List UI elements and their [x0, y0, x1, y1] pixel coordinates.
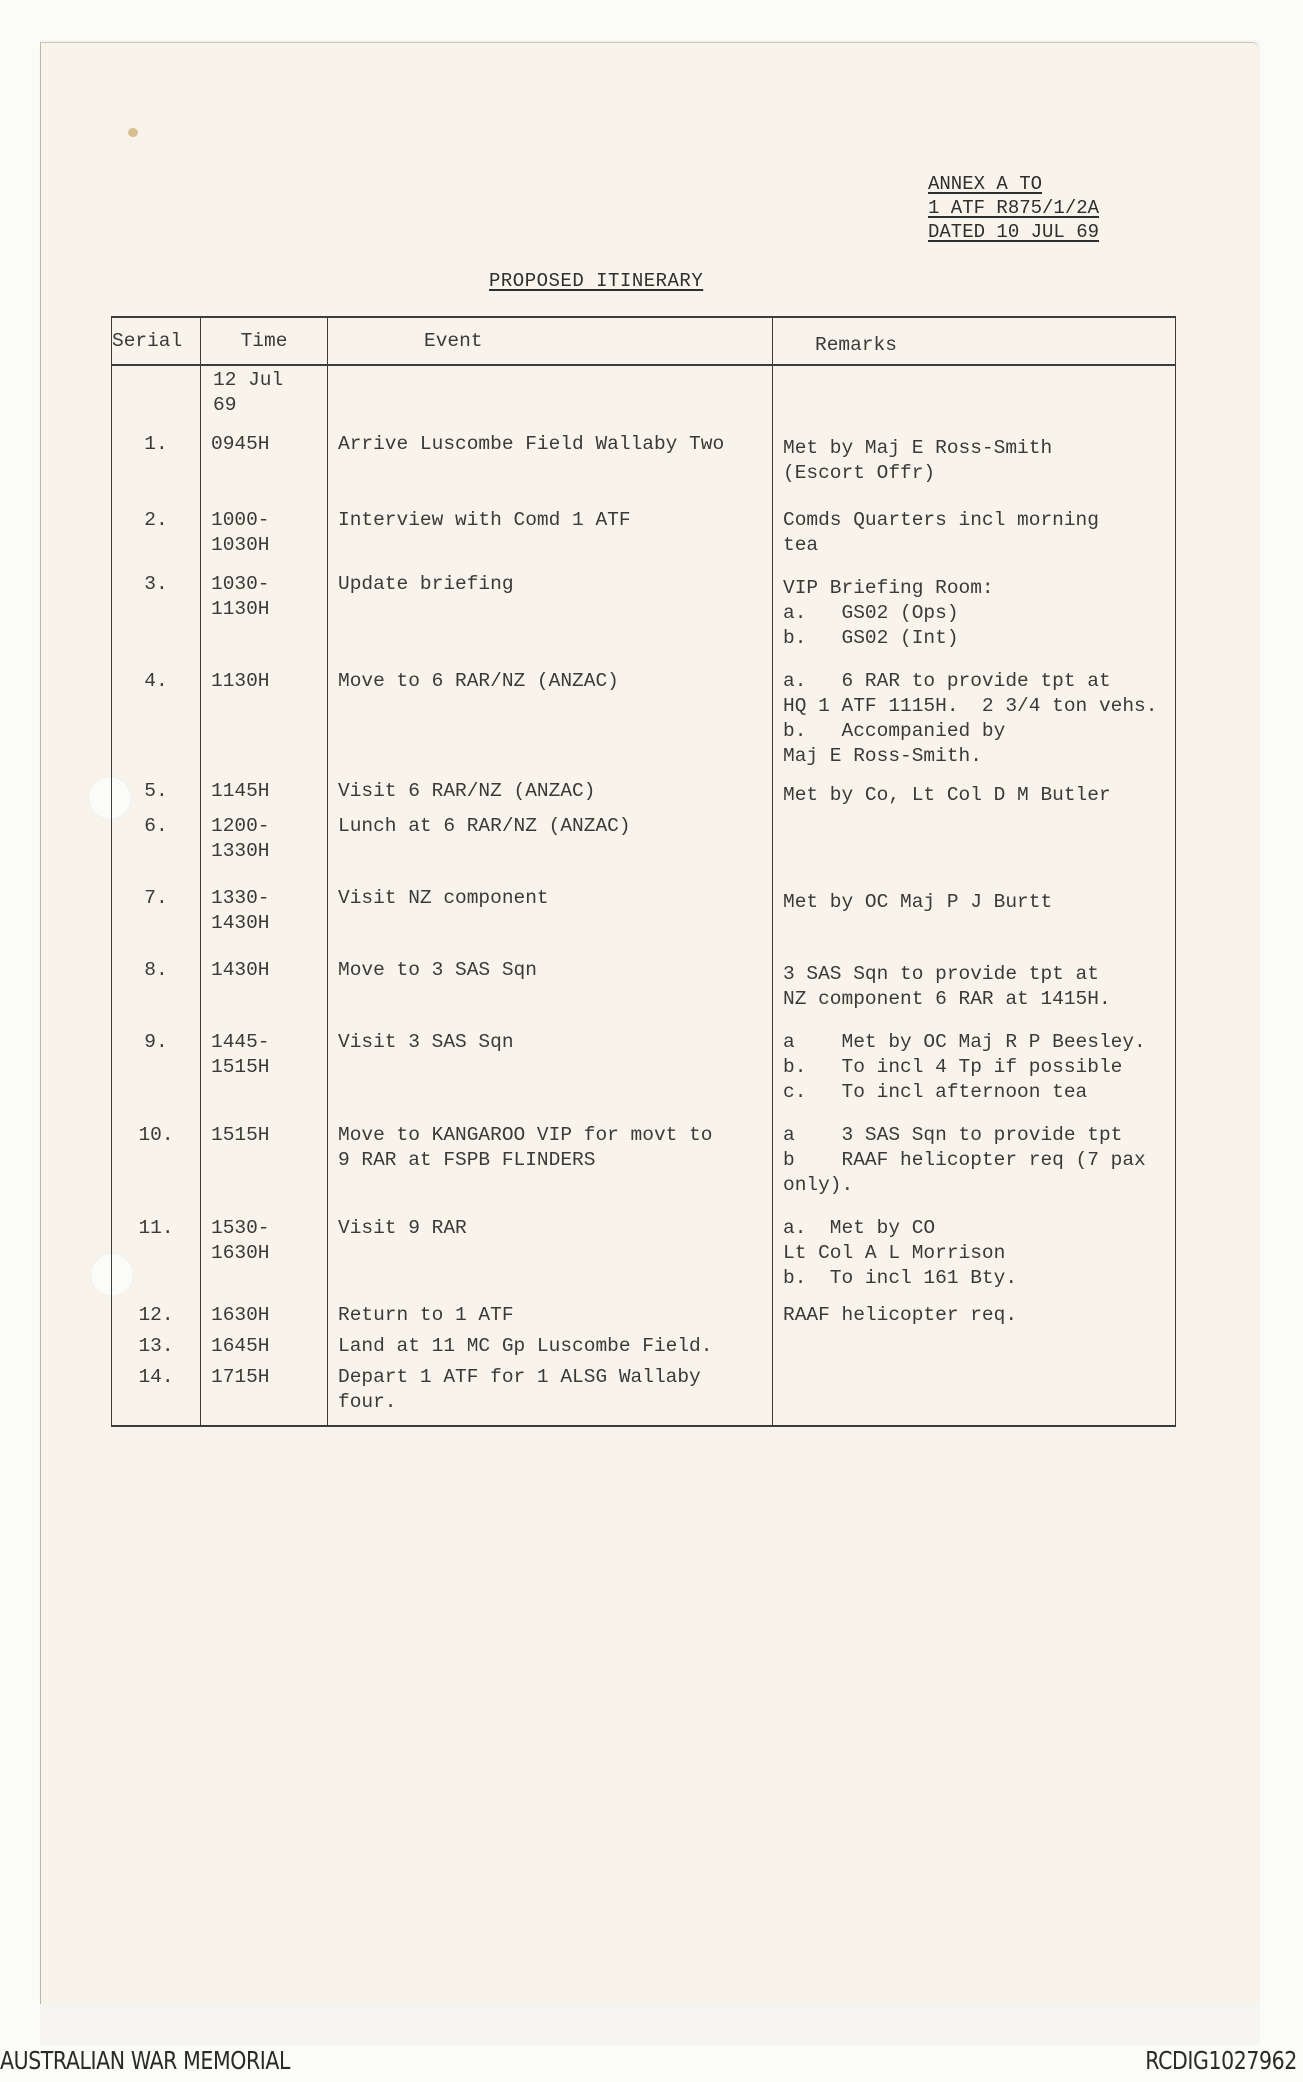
time-cell: 1200- 1330H	[201, 812, 328, 874]
time-cell: 1145H	[201, 773, 328, 812]
serial-cell: 7.	[112, 874, 201, 944]
date-row-serial	[112, 365, 201, 418]
table-row	[112, 874, 1176, 944]
table-header-row	[112, 317, 1176, 365]
event-cell: Visit NZ component	[328, 874, 773, 944]
table-row	[112, 773, 1176, 812]
annex-line: DATED 10 JUL 69	[928, 221, 1100, 243]
remarks-cell: Met by Maj E Ross-Smith (Escort Offr)	[773, 418, 1176, 496]
time-cell: 1330- 1430H	[201, 874, 328, 944]
footer-record-id: RCDIG1027962	[1145, 2046, 1297, 2075]
footer-institution: AUSTRALIAN WAR MEMORIAL	[0, 2046, 291, 2075]
table-row	[112, 1111, 1176, 1204]
time-cell: 1030- 1130H	[201, 564, 328, 659]
time-cell: 1445- 1515H	[201, 1018, 328, 1111]
serial-cell: 6.	[112, 812, 201, 874]
column-header-time: Time	[201, 317, 328, 365]
remarks-cell: Comds Quarters incl morning tea	[773, 496, 1176, 564]
table-row	[112, 496, 1176, 564]
remarks-cell: a Met by OC Maj R P Beesley. b. To incl 4 Tp if possible c. To incl afternoon tea	[773, 1018, 1176, 1111]
serial-cell: 12.	[112, 1295, 201, 1332]
remarks-cell	[773, 812, 1176, 874]
date-cell: 12 Jul 69	[201, 365, 328, 418]
table-row	[112, 659, 1176, 773]
event-cell: Move to KANGAROO VIP for movt to 9 RAR at FSPB FLINDERS	[328, 1111, 773, 1204]
table-row	[112, 812, 1176, 874]
date-row	[112, 365, 1176, 418]
event-cell: Visit 6 RAR/NZ (ANZAC)	[328, 773, 773, 812]
event-cell: Update briefing	[328, 564, 773, 659]
itinerary-table	[111, 316, 1176, 1427]
document-title: PROPOSED ITINERARY	[489, 270, 704, 292]
event-cell: Interview with Comd 1 ATF	[328, 496, 773, 564]
date-row-remarks	[773, 365, 1176, 418]
serial-cell: 11.	[112, 1204, 201, 1295]
remarks-cell	[773, 1332, 1176, 1363]
time-cell: 1430H	[201, 944, 328, 1018]
serial-cell: 10.	[112, 1111, 201, 1204]
column-header-serial: Serial	[112, 317, 201, 365]
annex-line: 1 ATF R875/1/2A	[928, 197, 1100, 219]
table-row	[112, 944, 1176, 1018]
table-row	[112, 564, 1176, 659]
time-cell: 1000- 1030H	[201, 496, 328, 564]
event-cell: Move to 6 RAR/NZ (ANZAC)	[328, 659, 773, 773]
serial-cell: 9.	[112, 1018, 201, 1111]
remarks-cell: VIP Briefing Room: a. GS02 (Ops) b. GS02 (Int)	[773, 564, 1176, 659]
stain-mark	[128, 128, 138, 137]
event-cell: Lunch at 6 RAR/NZ (ANZAC)	[328, 812, 773, 874]
table-row	[112, 418, 1176, 496]
table-row	[112, 1018, 1176, 1111]
time-cell: 1630H	[201, 1295, 328, 1332]
table-row	[112, 1295, 1176, 1332]
time-cell: 1645H	[201, 1332, 328, 1363]
remarks-cell: a. Met by CO Lt Col A L Morrison b. To incl 161 Bty.	[773, 1204, 1176, 1295]
remarks-cell: Met by Co, Lt Col D M Butler	[773, 773, 1176, 812]
serial-cell: 8.	[112, 944, 201, 1018]
serial-cell: 13.	[112, 1332, 201, 1363]
column-header-remarks: Remarks	[773, 317, 1176, 365]
remarks-cell: Met by OC Maj P J Burtt	[773, 874, 1176, 944]
time-cell: 1530- 1630H	[201, 1204, 328, 1295]
event-cell: Move to 3 SAS Sqn	[328, 944, 773, 1018]
event-cell: Return to 1 ATF	[328, 1295, 773, 1332]
table-row	[112, 1363, 1176, 1426]
date-row-event	[328, 365, 773, 418]
serial-cell: 4.	[112, 659, 201, 773]
time-cell: 0945H	[201, 418, 328, 496]
time-cell: 1130H	[201, 659, 328, 773]
serial-cell: 1.	[112, 418, 201, 496]
annex-line: ANNEX A TO	[928, 173, 1043, 195]
time-cell: 1515H	[201, 1111, 328, 1204]
column-header-event: Event	[328, 317, 773, 365]
event-cell: Visit 9 RAR	[328, 1204, 773, 1295]
serial-cell: 5.	[112, 773, 201, 812]
serial-cell: 14.	[112, 1363, 201, 1426]
event-cell: Arrive Luscombe Field Wallaby Two	[328, 418, 773, 496]
event-cell: Visit 3 SAS Sqn	[328, 1018, 773, 1111]
event-cell: Depart 1 ATF for 1 ALSG Wallaby four.	[328, 1363, 773, 1426]
remarks-cell: RAAF helicopter req.	[773, 1295, 1176, 1332]
remarks-cell	[773, 1363, 1176, 1426]
remarks-cell: a 3 SAS Sqn to provide tpt b RAAF helicopter req (7 pax only).	[773, 1111, 1176, 1204]
serial-cell: 3.	[112, 564, 201, 659]
table-row	[112, 1332, 1176, 1363]
remarks-cell: 3 SAS Sqn to provide tpt at NZ component 6 RAR at 1415H.	[773, 944, 1176, 1018]
time-cell: 1715H	[201, 1363, 328, 1426]
serial-cell: 2.	[112, 496, 201, 564]
event-cell: Land at 11 MC Gp Luscombe Field.	[328, 1332, 773, 1363]
table-row	[112, 1204, 1176, 1295]
remarks-cell: a. 6 RAR to provide tpt at HQ 1 ATF 1115H. 2 3/4 ton vehs. b. Accompanied by Maj E Ross-Smith.	[773, 659, 1176, 773]
annex-reference	[928, 172, 1099, 244]
